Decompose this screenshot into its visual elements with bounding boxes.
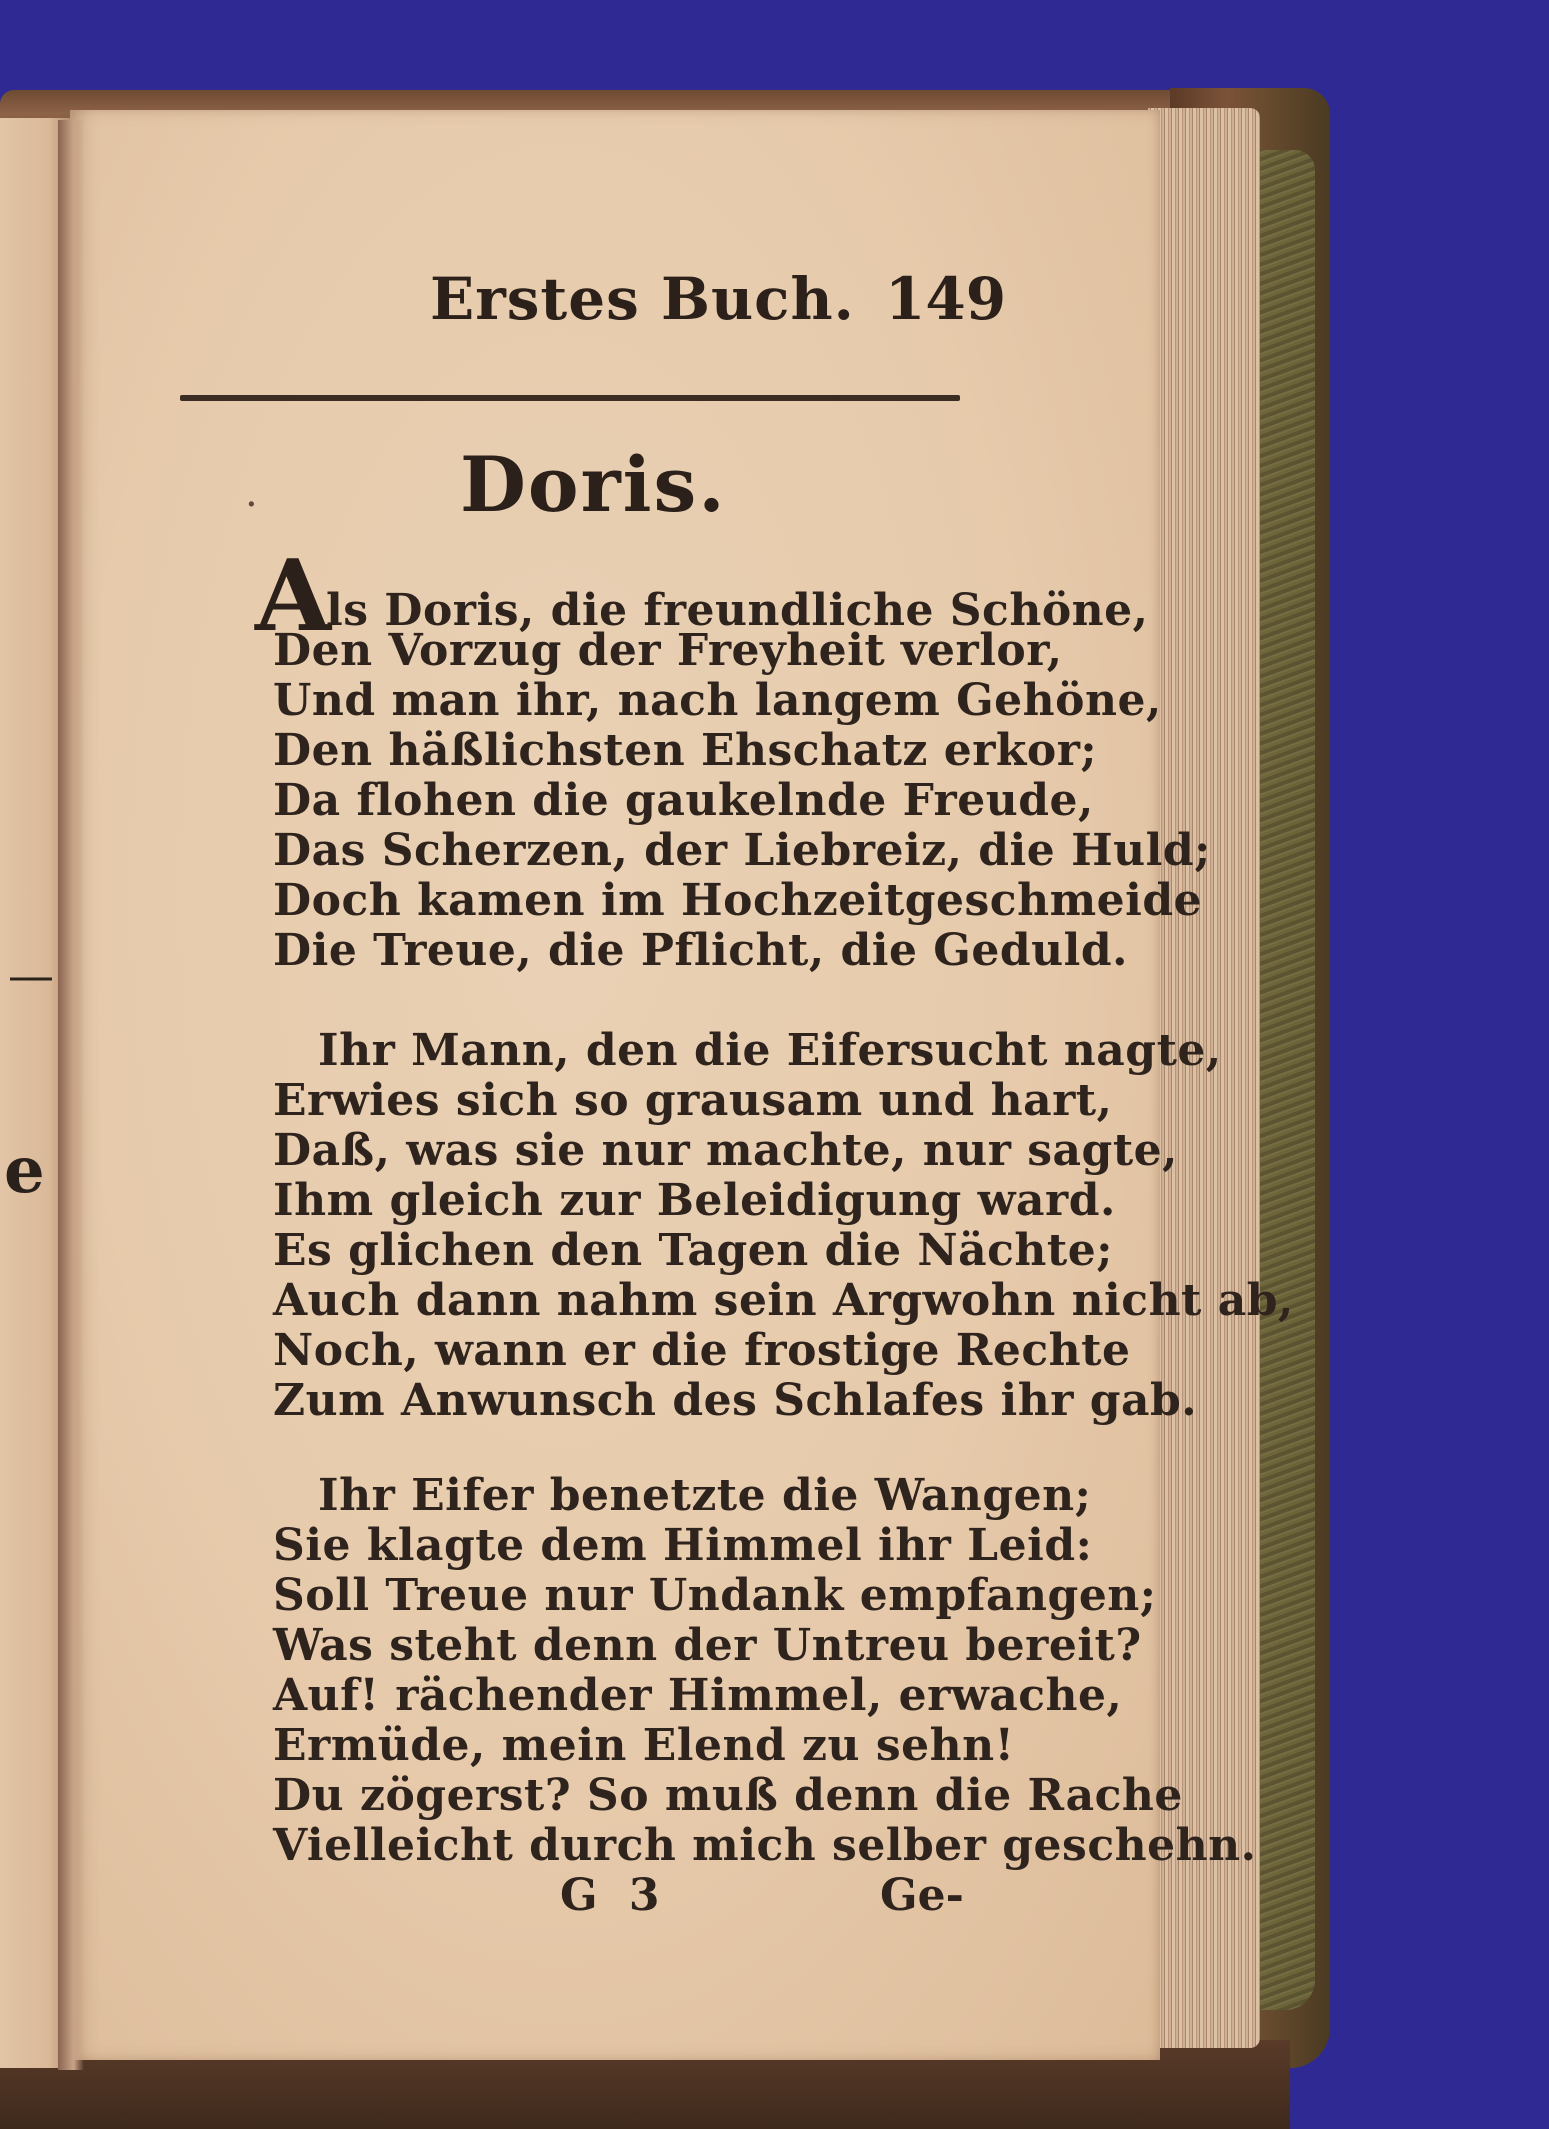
- poem-line: Noch, wann er die frostige Rechte: [273, 1325, 1131, 1376]
- poem-line: Du zögerst? So muß denn die Rache: [273, 1770, 1183, 1821]
- poem-line: Den häßlichsten Ehschatz erkor;: [273, 725, 1098, 776]
- dropcap-initial: A: [255, 539, 332, 654]
- poem-line: Es glichen den Tagen die Nächte;: [273, 1225, 1113, 1276]
- signature-mark: G 3: [560, 1870, 668, 1921]
- poem-line: Und man ihr, nach langem Gehöne,: [273, 675, 1162, 726]
- poem-line: Ihm gleich zur Beleidigung ward.: [273, 1175, 1116, 1226]
- catchword: Ge-: [880, 1870, 964, 1921]
- poem-line: Das Scherzen, der Liebreiz, die Huld;: [273, 825, 1211, 876]
- poem-line: Was steht denn der Untreu bereit?: [273, 1620, 1142, 1671]
- poem-line: Ermüde, mein Elend zu sehn!: [273, 1720, 1015, 1771]
- poem-line: ls Doris, die freundliche Schöne,: [326, 585, 1149, 636]
- stray-dot: .: [245, 470, 258, 516]
- page-edges: [1148, 108, 1260, 2048]
- poem-line: Zum Anwunsch des Schlafes ihr gab.: [273, 1375, 1198, 1426]
- poem-line: Doch kamen im Hochzeitgeschmeide: [273, 875, 1203, 926]
- poem-line: Ihr Eifer benetzte die Wangen;: [318, 1470, 1092, 1521]
- poem-title: Doris.: [460, 440, 727, 529]
- poem-line: Die Treue, die Pflicht, die Geduld.: [273, 925, 1128, 976]
- running-title: Erstes Buch.: [430, 265, 855, 333]
- poem-line: Ihr Mann, den die Eifersucht nagte,: [318, 1025, 1222, 1076]
- poem-line: Auch dann nahm sein Argwohn nicht ab,: [273, 1275, 1294, 1326]
- gutter-shadow: [58, 120, 84, 2070]
- poem-line: Da flohen die gaukelnde Freude,: [273, 775, 1094, 826]
- left-page-dash: —: [8, 948, 54, 1002]
- poem-line: Erwies sich so grausam und hart,: [273, 1075, 1113, 1126]
- page-number: 149: [885, 265, 1007, 333]
- poem-line: Sie klagte dem Himmel ihr Leid:: [273, 1520, 1093, 1571]
- poem-line: Auf! rächender Himmel, erwache,: [273, 1670, 1123, 1721]
- poem-line: Vielleicht durch mich selber geschehn.: [273, 1820, 1257, 1871]
- poem-line: Soll Treue nur Undank empfangen;: [273, 1570, 1157, 1621]
- left-page-letter: e: [4, 1133, 45, 1208]
- poem-line: Daß, was sie nur machte, nur sagte,: [273, 1125, 1178, 1176]
- header-rule: [180, 395, 960, 401]
- poem-line: Den Vorzug der Freyheit verlor,: [273, 625, 1063, 676]
